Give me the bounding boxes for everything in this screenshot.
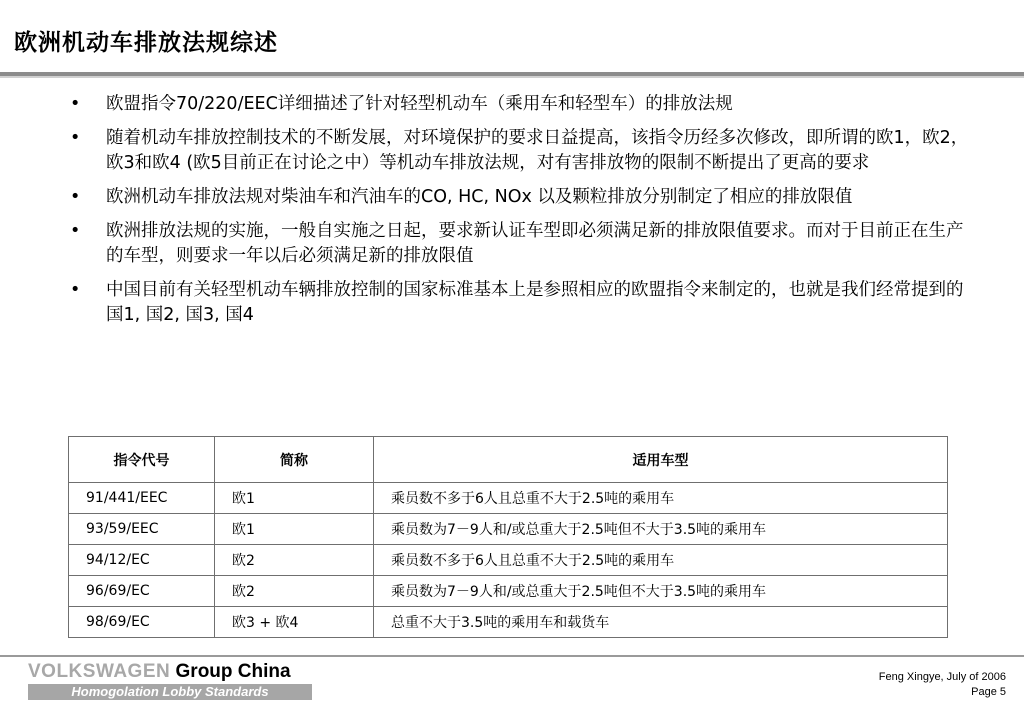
page-number: Page 5 (971, 686, 1006, 698)
column-header-vehicle-type: 适用车型 (374, 437, 948, 483)
cell-short-name: 欧3 + 欧4 (215, 607, 374, 638)
table-row (69, 483, 948, 514)
cell-directive-code: 98/69/EC (69, 607, 215, 638)
author-date: Feng Xingye, July of 2006 (878, 671, 1006, 683)
bullet-text: 欧洲排放法规的实施，一般自实施之日起，要求新认证车型即必须满足新的排放限值要求。而对于目前正在生产的车型，则要求一年以后必须满足新的排放限值 (106, 221, 964, 266)
bullet-text: 欧盟指令70/220/EEC详细描述了针对轻型机动车（乘用车和轻型车）的排放法规 (106, 94, 733, 114)
brand-group-text: Group China (175, 661, 291, 682)
bullet-text: 随着机动车排放控制技术的不断发展，对环境保护的要求日益提高，该指令历经多次修改，即所谓的欧1，欧2，欧3和欧4 (欧5目前正在讨论之中）等机动车排放法规，对有害排放物的限制不断提出了更高的要求 (106, 128, 969, 173)
cell-short-name: 欧2 (215, 576, 374, 607)
cell-directive-code: 96/69/EC (69, 576, 215, 607)
table-row (69, 576, 948, 607)
cell-vehicle-type: 总重不大于3.5吨的乘用车和载货车 (374, 607, 948, 638)
table-row (69, 545, 948, 576)
bullet-item (70, 126, 975, 176)
bullet-marker: • (70, 280, 81, 300)
cell-vehicle-type: 乘员数为7－9人和/或总重大于2.5吨但不大于3.5吨的乘用车 (374, 576, 948, 607)
bullet-marker: • (70, 187, 81, 207)
bullet-item (70, 219, 975, 269)
brand-subtitle-bar: Homogolation Lobby Standards (28, 684, 312, 700)
cell-vehicle-type: 乘员数不多于6人且总重不大于2.5吨的乘用车 (374, 483, 948, 514)
cell-short-name: 欧2 (215, 545, 374, 576)
column-header-directive-code: 指令代号 (69, 437, 215, 483)
page-title: 欧洲机动车排放法规综述 (14, 30, 278, 56)
brand-vw-text: VOLKSWAGEN (28, 661, 171, 682)
table-header-row (69, 437, 948, 483)
bullet-marker: • (70, 94, 81, 114)
bullet-item (70, 185, 975, 210)
bullet-item (70, 92, 975, 117)
table-row (69, 514, 948, 545)
title-divider-shadow (0, 76, 1024, 78)
table-row (69, 607, 948, 638)
bullet-text: 中国目前有关轻型机动车辆排放控制的国家标准基本上是参照相应的欧盟指令来制定的，也就是我们经常提到的国1, 国2, 国3, 国4 (106, 280, 964, 325)
cell-directive-code: 94/12/EC (69, 545, 215, 576)
bullet-text: 欧洲机动车排放法规对柴油车和汽油车的CO, HC, NOx 以及颗粒排放分别制定了相应的排放限值 (106, 187, 853, 207)
bullet-list (70, 92, 975, 337)
brand-logo (28, 661, 291, 683)
footer-divider (0, 655, 1024, 657)
cell-short-name: 欧1 (215, 514, 374, 545)
cell-directive-code: 91/441/EEC (69, 483, 215, 514)
column-header-short-name: 简称 (215, 437, 374, 483)
footer-meta (879, 670, 1006, 700)
bullet-item (70, 278, 975, 328)
bullet-marker: • (70, 128, 81, 148)
bullet-marker: • (70, 221, 81, 241)
cell-directive-code: 93/59/EEC (69, 514, 215, 545)
cell-short-name: 欧1 (215, 483, 374, 514)
cell-vehicle-type: 乘员数不多于6人且总重不大于2.5吨的乘用车 (374, 545, 948, 576)
directive-table (68, 436, 948, 638)
cell-vehicle-type: 乘员数为7－9人和/或总重大于2.5吨但不大于3.5吨的乘用车 (374, 514, 948, 545)
